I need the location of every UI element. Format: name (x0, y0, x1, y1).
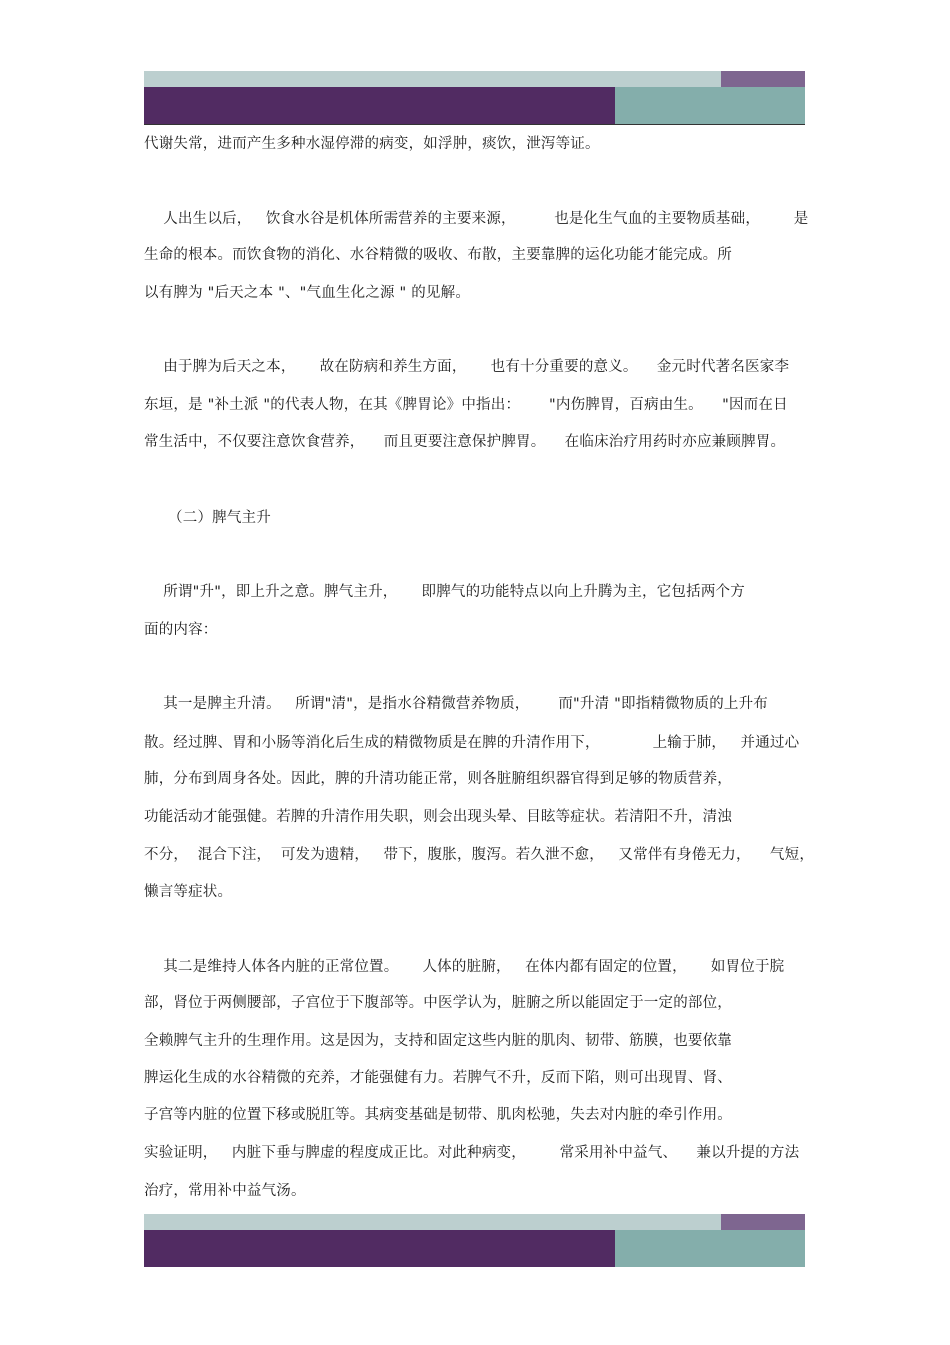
text-line: 治疗，常用补中益气汤。 (144, 1183, 306, 1199)
text-line: 散。经过脾、胃和小肠等消化后生成的精微物质是在脾的升清作用下， 上输于肺， 并通过心 (144, 735, 800, 751)
text-line: 人出生以后， 饮食水谷是机体所需营养的主要来源， 也是化生气血的主要物质基础， 是 (144, 211, 809, 227)
text-line: 以有脾为 "后天之本 "、"气血生化之源 " 的见解。 (144, 285, 471, 301)
footer-band-mauve-bar (721, 1214, 805, 1230)
text-line: 东垣，是 "补土派 "的代表人物，在其《脾胃论》中指出： "内伤脾胃，百病由生。 "因而在日 (144, 397, 788, 413)
text-line: 常生活中，不仅要注意饮食营养， 而且更要注意保护脾胃。 在临床治疗用药时亦应兼顾脾胃。 (144, 434, 786, 450)
footer-band-light-bar (144, 1214, 721, 1230)
text-line: 脾运化生成的水谷精微的充养，才能强健有力。若脾气不升，反而下陷，则可出现胃、肾、 (144, 1070, 732, 1086)
text-line: 部，肾位于两侧腰部，子宫位于下腹部等。中医学认为，脏腑之所以能固定于一定的部位， (144, 995, 732, 1011)
footer-band-purple-bar (144, 1230, 615, 1267)
text-line: 肺，分布到周身各处。因此，脾的升清功能正常，则各脏腑组织器官得到足够的物质营养， (144, 771, 732, 787)
text-line: 所谓"升"，即上升之意。脾气主升， 即脾气的功能特点以向上升腾为主，它包括两个方 (144, 584, 745, 600)
text-line: 代谢失常，进而产生多种水湿停滞的病变，如浮肿，痰饮，泄泻等证。 (144, 136, 600, 152)
header-band-light-bar (144, 71, 721, 87)
text-line: 懒言等症状。 (144, 884, 233, 900)
text-line: 全赖脾气主升的生理作用。这是因为，支持和固定这些内脏的肌肉、韧带、筋膜，也要依靠 (144, 1033, 732, 1049)
text-line: 功能活动才能强健。若脾的升清作用失职，则会出现头晕、目眩等症状。若清阳不升，清浊 (144, 809, 732, 825)
text-line: 其一是脾主升清。 所谓"清"，是指水谷精微营养物质， 而"升清 "即指精微物质的上升布 (144, 696, 769, 712)
text-line: 其二是维持人体各内脏的正常位置。 人体的脏腑， 在体内都有固定的位置， 如胃位于脘 (144, 959, 785, 975)
header-band-mauve-bar (721, 71, 805, 87)
footer-band-teal-bar (615, 1230, 805, 1267)
text-line: 生命的根本。而饮食物的消化、水谷精微的吸收、布散，主要靠脾的运化功能才能完成。所 (144, 247, 732, 263)
text-line: 不分， 混合下注， 可发为遗精， 带下，腹胀，腹泻。若久泄不愈， 又常伴有身倦无力， 气短， (144, 847, 815, 863)
header-band-purple-bar (144, 87, 615, 124)
text-line: 由于脾为后天之本， 故在防病和养生方面， 也有十分重要的意义。 金元时代著名医家李 (144, 359, 790, 375)
text-line: 实验证明， 内脏下垂与脾虚的程度成正比。对此种病变， 常采用补中益气、 兼以升提的方法 (144, 1145, 800, 1161)
section-heading: （二）脾气主升 (144, 510, 271, 526)
text-line: 面的内容： (144, 622, 218, 638)
header-rule (144, 124, 805, 125)
header-band-teal-bar (615, 87, 805, 124)
text-line: 子宫等内脏的位置下移或脱肛等。其病变基础是韧带、肌肉松驰，失去对内脏的牵引作用。 (144, 1107, 732, 1123)
